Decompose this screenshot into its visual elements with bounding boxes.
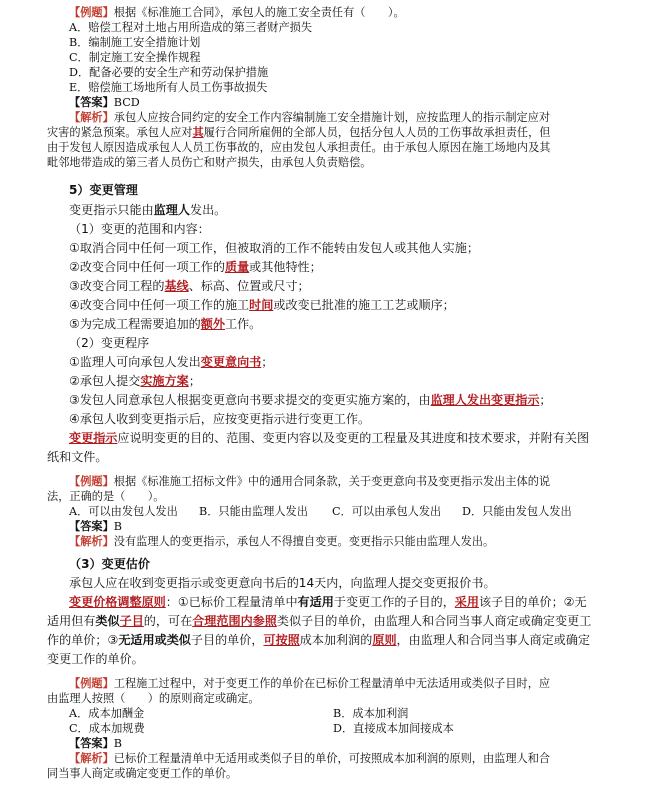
example-1-explanation-line-2: 灾害的紧急预案。承包人应对其履行合同所雇佣的全部人员，包括分包人人员的工伤事故承担责任，但 xyxy=(47,125,551,139)
definition-line-2: 纸和文件。 xyxy=(47,450,108,464)
section-title-change-valuation: （3）变更估价 xyxy=(69,557,150,571)
example-1-explanation: 【解析】承包人应按合同约定的安全工作内容编制施工安全措施计划，应按监理人的指示制定应对 xyxy=(69,110,551,124)
principle-line-1: 变更价格调整原则：①已标价工程量清单中有适用于变更工作的子目的，采用该子目的单价；②无 xyxy=(69,595,587,609)
list-item: ④承包人收到变更指示后，应按变更指示进行变更工作。 xyxy=(69,412,371,426)
text-line: 变更指示只能由监理人发出。 xyxy=(69,203,227,217)
example-1-option-e: E．赔偿施工场地所有人员工伤事故损失 xyxy=(69,81,268,94)
list-item: ②改变合同中任何一项工作的质量或其他特性； xyxy=(69,260,322,274)
list-item: ①取消合同中任何一项工作，但被取消的工作不能转由发包人或其他人实施； xyxy=(69,241,479,255)
example-3-options-ab: A．成本加酬金 B．成本加利润 xyxy=(69,707,409,720)
list-item: ⑤为完成工程需要追加的额外工作。 xyxy=(69,317,262,331)
principle-line-4: 变更工作的单价。 xyxy=(47,652,144,666)
section-title-change-management: 5）变更管理 xyxy=(69,183,138,197)
example-3-question: 【例题】工程施工过程中，对于变更工作的单价在已标价工程量清单中无法适用或类似子目时，应 xyxy=(69,676,551,690)
example-1-option-b: B．编制施工安全措施计划 xyxy=(69,36,201,49)
example-2-explanation: 【解析】没有监理人的变更指示，承包人不得擅自变更。变更指示只能由监理人发出。 xyxy=(69,534,495,548)
principle-line-2: 适用但有类似子目的，可在合理范围内参照类似子目的单价，由监理人和合同当事人商定或确定变更工 xyxy=(47,614,592,628)
list-item: ②承包人提交实施方案； xyxy=(69,374,201,388)
example-3-options-cd: C．成本加规费 D．直接成本加间接成本 xyxy=(69,722,454,735)
list-item: ①监理人可向承包人发出变更意向书； xyxy=(69,355,274,369)
subheading: （1）变更的范围和内容： xyxy=(69,222,210,236)
definition-line: 变更指示应说明变更的目的、范围、变更内容以及变更的工程量及其进度和技术要求，并附有关图 xyxy=(69,431,590,445)
example-2-question: 【例题】根据《标准施工招标文件》中的通用合同条款，关于变更意向书及变更指示发出主体的说 xyxy=(69,474,551,488)
example-3-explanation-line-2: 同当事人商定或确定变更工作的单价。 xyxy=(47,767,238,780)
list-item: ④改变合同中任何一项工作的施工时间或改变已批准的施工工艺或顺序； xyxy=(69,298,455,312)
example-2-options: A．可以由发包人发出 B．只能由监理人发出 C．可以由承包人发出 D．只能由发包人发出 xyxy=(69,505,572,518)
example-1-option-a: A．赔偿工程对土地占用所造成的第三者财产损失 xyxy=(69,21,313,34)
text-line: 承包人应在收到变更指示或变更意向书后的14天内，向监理人提交变更报价书。 xyxy=(69,576,496,590)
principle-line-3: 作的单价；③无适用或类似子目的单价，可按照成本加利润的原则，由监理人和合同当事人商定或确定 xyxy=(47,633,591,647)
list-item: ③发包人同意承包人根据变更意向书要求提交的变更实施方案的，由监理人发出变更指示； xyxy=(69,393,552,407)
example-2-question-line-2: 法，正确的是（ ）。 xyxy=(47,490,165,503)
subheading: （2）变更程序 xyxy=(69,336,150,350)
example-1-option-c: C．制定施工安全操作规程 xyxy=(69,51,201,64)
example-1-question: 【例题】根据《标准施工合同》，承包人的施工安全责任有（ ）。 xyxy=(69,5,405,19)
example-3-answer: 【答案】B xyxy=(69,736,122,750)
example-1-explanation-line-3: 由于发包人原因造成承包人人员工伤事故的，应由发包人承担责任。由于承包人原因在施工场地内及其 xyxy=(47,141,551,154)
example-1-explanation-line-4: 毗邻地带造成的第三者人员伤亡和财产损失，由承包人负责赔偿。 xyxy=(47,156,372,169)
example-3-question-line-2: 由监理人按照（ ）的原则商定或确定。 xyxy=(47,692,260,705)
example-tag: 【例题】 xyxy=(69,5,114,19)
example-1-answer: 【答案】BCD xyxy=(69,95,140,109)
example-2-answer: 【答案】B xyxy=(69,519,122,533)
example-1-option-d: D．配备必要的安全生产和劳动保护措施 xyxy=(69,66,269,79)
example-3-explanation: 【解析】已标价工程量清单中无适用或类似子目的单价，可按照成本加利润的原则，由监理人和合 xyxy=(69,751,551,765)
list-item: ③改变合同工程的基线、标高、位置或尺寸； xyxy=(69,279,310,293)
